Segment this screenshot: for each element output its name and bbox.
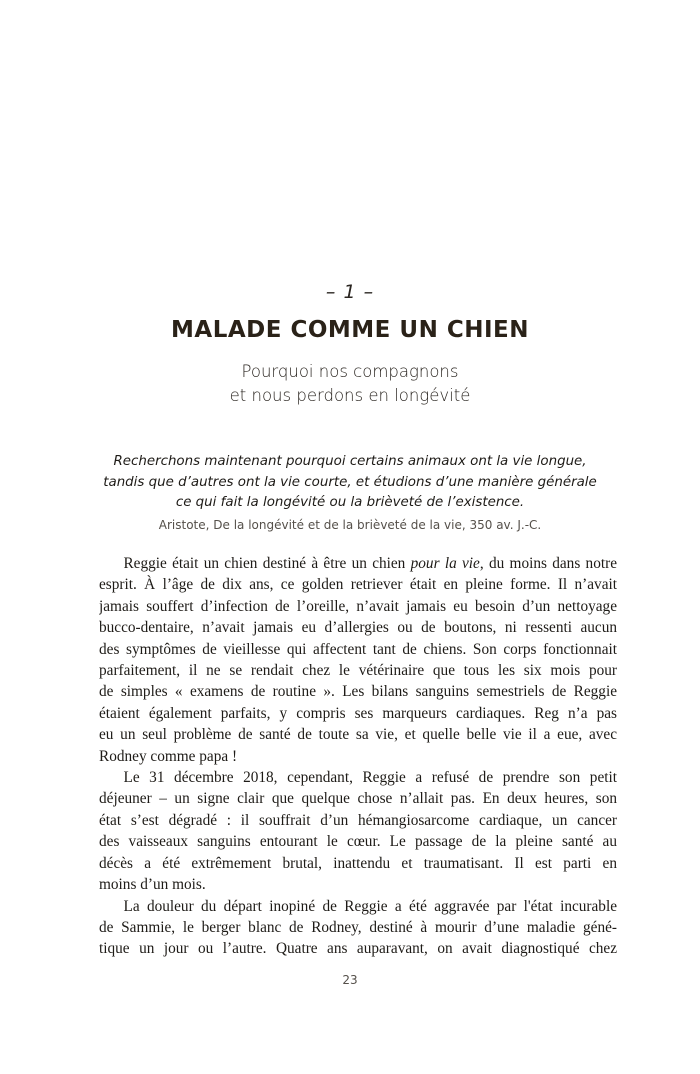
body-line: de Sammie, le berger blanc de Rodney, destiné à mourir d’une maladie géné-: [99, 918, 617, 936]
page-number: 23: [342, 973, 358, 987]
body-line: eu un seul problème de santé de toute sa vie, et quelle belle vie il a eue, avec: [99, 726, 617, 744]
body-line: jamais souffert d’infection de l’oreille, n’avait jamais eu besoin d’un nettoyage: [99, 597, 617, 615]
body-text-segment: Reggie était un chien destiné à être un chien: [123, 555, 411, 572]
body-line: des vaisseaux sanguins entourant le cœur. Le passage de la pleine santé au: [99, 833, 617, 851]
body-text-segment: , du moins dans notre: [479, 555, 617, 572]
body-line: de simples « examens de routine ». Les bilans sanguins semestriels de Reggie: [99, 683, 617, 701]
epigraph-line: ce qui fait la longévité ou la brièveté de l’existence.: [175, 495, 525, 510]
body-line: Le 31 décembre 2018, cependant, Reggie a refusé de prendre son petit: [123, 769, 617, 787]
body-line: La douleur du départ inopiné de Reggie a été aggravée par l'état incurable: [123, 897, 617, 915]
body-line: déjeuner – un signe clair que quelque chose n’allait pas. En deux heures, son: [99, 790, 617, 808]
body-line: moins d’un mois.: [99, 876, 206, 894]
subtitle-line: et nous perdons en longévité: [229, 386, 471, 405]
body-line: [99, 553, 617, 574]
epigraph-line: Recherchons maintenant pourquoi certains animaux ont la vie longue,: [113, 454, 587, 469]
emphasis-text: pour la vie: [410, 555, 480, 572]
body-text: [99, 553, 617, 960]
subtitle-line: Pourquoi nos compagnons: [241, 362, 459, 381]
epigraph-quote: [0, 452, 700, 514]
body-line: des symptômes de vieillesse qui affectent tant de chiens. Son corps fonctionnait: [99, 640, 617, 658]
chapter-subtitle: [0, 360, 700, 408]
chapter-number: – 1 –: [325, 281, 375, 303]
body-line: tique un jour ou l’autre. Quatre ans auparavant, on avait diagnostiqué chez: [99, 940, 617, 958]
body-line: parfaitement, il ne se rendait chez le vétérinaire que tous les six mois pour: [99, 662, 617, 680]
body-line: Rodney comme papa !: [99, 747, 238, 765]
body-line: décès a été extrêmement brutal, inattendu et traumatisant. Il est parti en: [99, 854, 617, 872]
epigraph-line: tandis que d’autres ont la vie courte, et étudions d’une manière générale: [103, 474, 597, 490]
body-line: étaient également parfaits, y compris ses marqueurs cardiaques. Reg n’a pas: [99, 704, 617, 722]
body-line: esprit. À l’âge de dix ans, ce golden retriever était en pleine forme. Il n’avait: [99, 576, 617, 594]
body-line: bucco-dentaire, n’avait jamais eu d’allergies ou de boutons, ni ressenti aucun: [99, 619, 617, 637]
chapter-title: MALADE COMME UN CHIEN: [171, 317, 529, 343]
epigraph-source: Aristote, De la longévité et de la brièveté de la vie, 350 av. J.-C.: [158, 518, 542, 532]
body-line: état s’est dégradé : il souffrait d’un hémangiosarcome cardiaque, un cancer: [99, 811, 617, 829]
